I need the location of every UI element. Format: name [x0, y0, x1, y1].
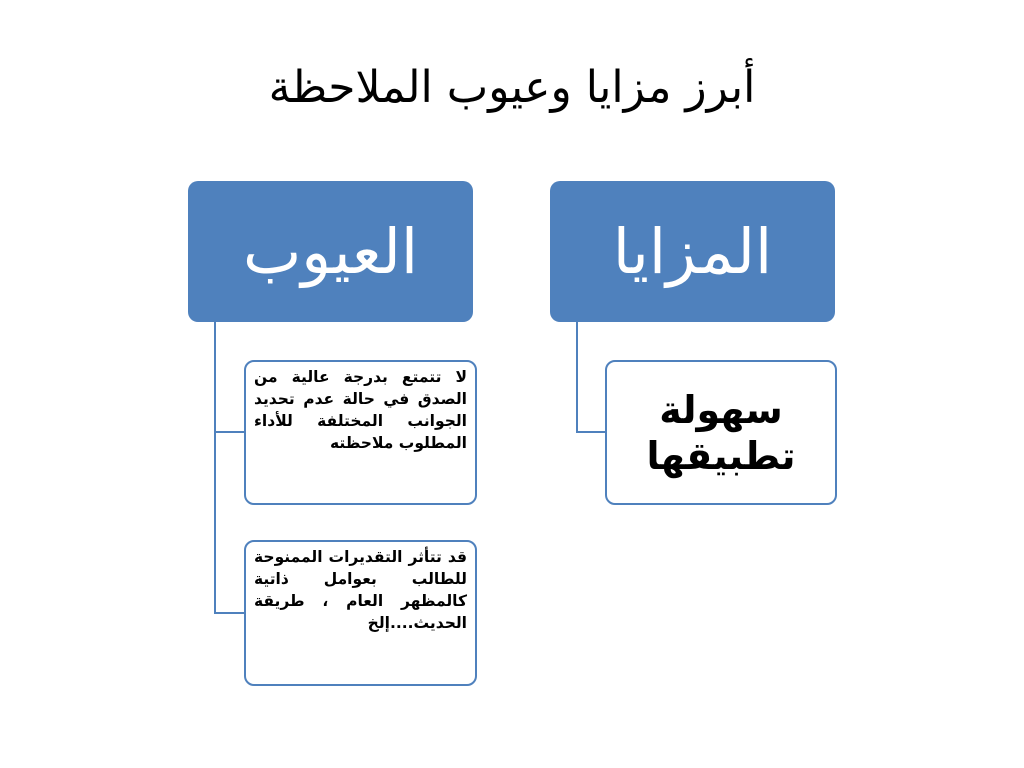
disadvantage-item-1: لا تتمتع بدرجة عالية من الصدق في حالة عدم تحديد الجوانب المختلفة للأداء المطلوب ملاحظته: [244, 360, 477, 505]
disadvantages-connector-horizontal-1: [214, 431, 245, 433]
disadvantages-connector-horizontal-2: [214, 612, 245, 614]
disadvantages-header: العيوب: [188, 181, 473, 322]
advantage-item: سهولة تطبيقها: [605, 360, 837, 505]
advantages-connector-vertical: [576, 322, 578, 433]
advantages-header: المزايا: [550, 181, 835, 322]
slide-title: أبرز مزايا وعيوب الملاحظة: [268, 62, 756, 113]
disadvantages-connector-vertical: [214, 322, 216, 614]
advantages-connector-horizontal: [576, 431, 606, 433]
disadvantage-item-2: قد تتأثر التقديرات الممنوحة للطالب بعوامل ذاتية كالمظهر العام ، طريقة الحديث....إلخ: [244, 540, 477, 686]
